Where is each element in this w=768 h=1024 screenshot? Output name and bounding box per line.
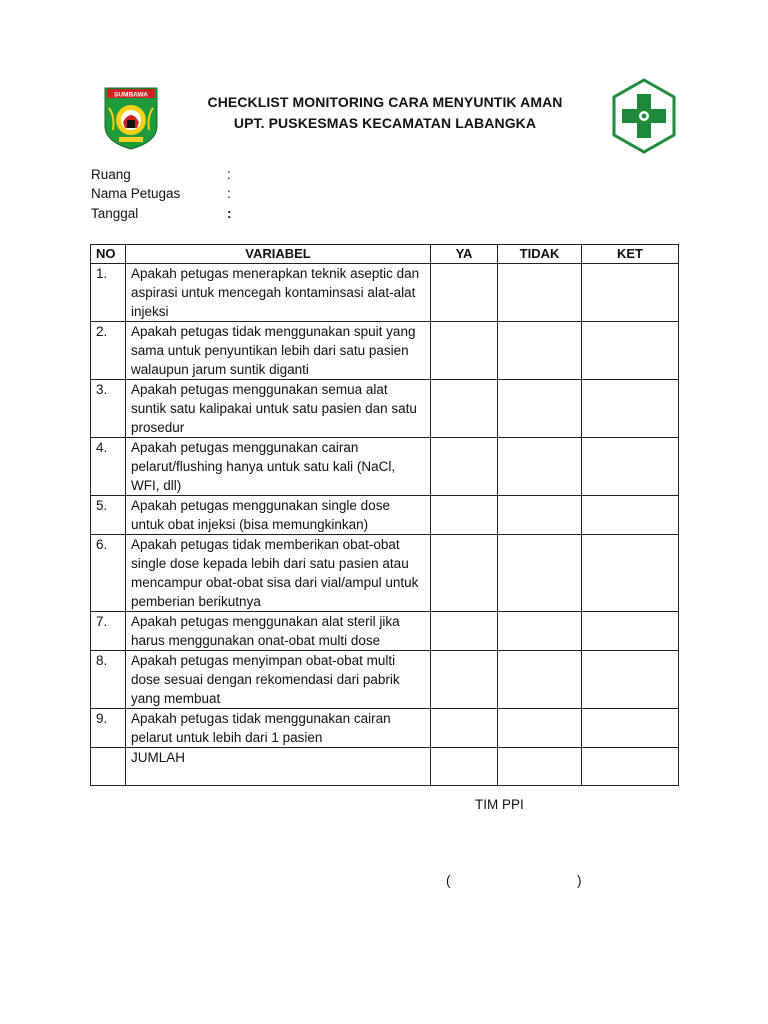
column-header-variabel: VARIABEL [126,245,431,264]
tidak-cell[interactable] [498,438,582,496]
ya-cell[interactable] [431,264,498,322]
row-number: 4. [91,438,126,496]
signature-open-paren: ( [446,873,451,888]
info-colon: : [227,186,231,201]
ket-cell[interactable] [582,709,679,748]
row-number: 7. [91,612,126,651]
table-row [91,322,679,380]
ya-total-cell[interactable] [431,748,498,786]
table-row [91,709,679,748]
tidak-cell[interactable] [498,380,582,438]
ket-cell[interactable] [582,438,679,496]
row-variable: Apakah petugas menggunakan alat steril jika harus menggunakan onat-obat multi dose [126,612,431,651]
column-header-ket: KET [582,245,679,264]
info-label: Nama Petugas [91,186,181,201]
tidak-cell[interactable] [498,264,582,322]
row-number: 3. [91,380,126,438]
tidak-cell[interactable] [498,322,582,380]
ya-cell[interactable] [431,496,498,535]
info-label: Ruang [91,167,131,182]
info-colon: : [227,167,231,182]
table-row [91,496,679,535]
info-colon: : [227,206,232,221]
table-header-row [91,245,679,264]
row-number: 5. [91,496,126,535]
puskesmas-logo [609,76,679,156]
row-variable: Apakah petugas menggunakan semua alat suntik satu kalipakai untuk satu pasien dan satu prosedur [126,380,431,438]
ket-cell[interactable] [582,264,679,322]
ket-cell[interactable] [582,535,679,612]
table-row [91,264,679,322]
column-header-ya: YA [431,245,498,264]
column-header-tidak: TIDAK [498,245,582,264]
column-header-no: NO [91,245,126,264]
total-row [91,748,679,786]
ket-total-cell[interactable] [582,748,679,786]
document-subtitle: UPT. PUSKESMAS KECAMATAN LABANGKA [233,115,537,131]
tidak-cell[interactable] [498,651,582,709]
row-variable: Apakah petugas menggunakan single dose untuk obat injeksi (bisa memungkinkan) [126,496,431,535]
table-row [91,380,679,438]
row-variable: Apakah petugas tidak menggunakan spuit yang sama untuk penyuntikan lebih dari satu pasien walaupun jarum suntik diganti [126,322,431,380]
checklist-table [90,244,679,786]
tidak-total-cell[interactable] [498,748,582,786]
table-row [91,651,679,709]
tidak-cell[interactable] [498,612,582,651]
table-row [91,612,679,651]
ya-cell[interactable] [431,709,498,748]
row-number: 2. [91,322,126,380]
ket-cell[interactable] [582,651,679,709]
row-number: 8. [91,651,126,709]
row-variable: Apakah petugas menggunakan cairan pelarut/flushing hanya untuk satu kali (NaCl, WFI, dll) [126,438,431,496]
table-row [91,438,679,496]
row-variable: Apakah petugas tidak menggunakan cairan pelarut untuk lebih dari 1 pasien [126,709,431,748]
ket-cell[interactable] [582,322,679,380]
document-title: CHECKLIST MONITORING CARA MENYUNTIK AMAN [207,94,563,110]
row-variable: Apakah petugas menerapkan teknik aseptic dan aspirasi untuk mencegah kontaminsasi alat-alat injeksi [126,264,431,322]
ya-cell[interactable] [431,651,498,709]
row-number: 9. [91,709,126,748]
ya-cell[interactable] [431,535,498,612]
row-variable: Apakah petugas tidak memberikan obat-obat single dose kepada lebih dari satu pasien atau mencampur obat-obat sisa dari vial/ampul untuk pemberian berikutnya [126,535,431,612]
ket-cell[interactable] [582,612,679,651]
signature-close-paren: ) [577,873,582,888]
tidak-cell[interactable] [498,535,582,612]
ya-cell[interactable] [431,438,498,496]
row-number: 6. [91,535,126,612]
ya-cell[interactable] [431,322,498,380]
signature-team-label: TIM PPI [475,797,524,812]
svg-text:SUMBAWA: SUMBAWA [114,91,148,99]
ya-cell[interactable] [431,380,498,438]
row-number: 1. [91,264,126,322]
row-variable: Apakah petugas menyimpan obat-obat multi dose sesuai dengan rekomendasi dari pabrik yang membuat [126,651,431,709]
tidak-cell[interactable] [498,709,582,748]
total-number-cell [91,748,126,786]
table-row [91,535,679,612]
tidak-cell[interactable] [498,496,582,535]
ya-cell[interactable] [431,612,498,651]
total-label: JUMLAH [126,748,431,786]
ket-cell[interactable] [582,496,679,535]
sumbawa-emblem-logo [103,86,159,150]
info-label: Tanggal [91,206,139,221]
ket-cell[interactable] [582,380,679,438]
